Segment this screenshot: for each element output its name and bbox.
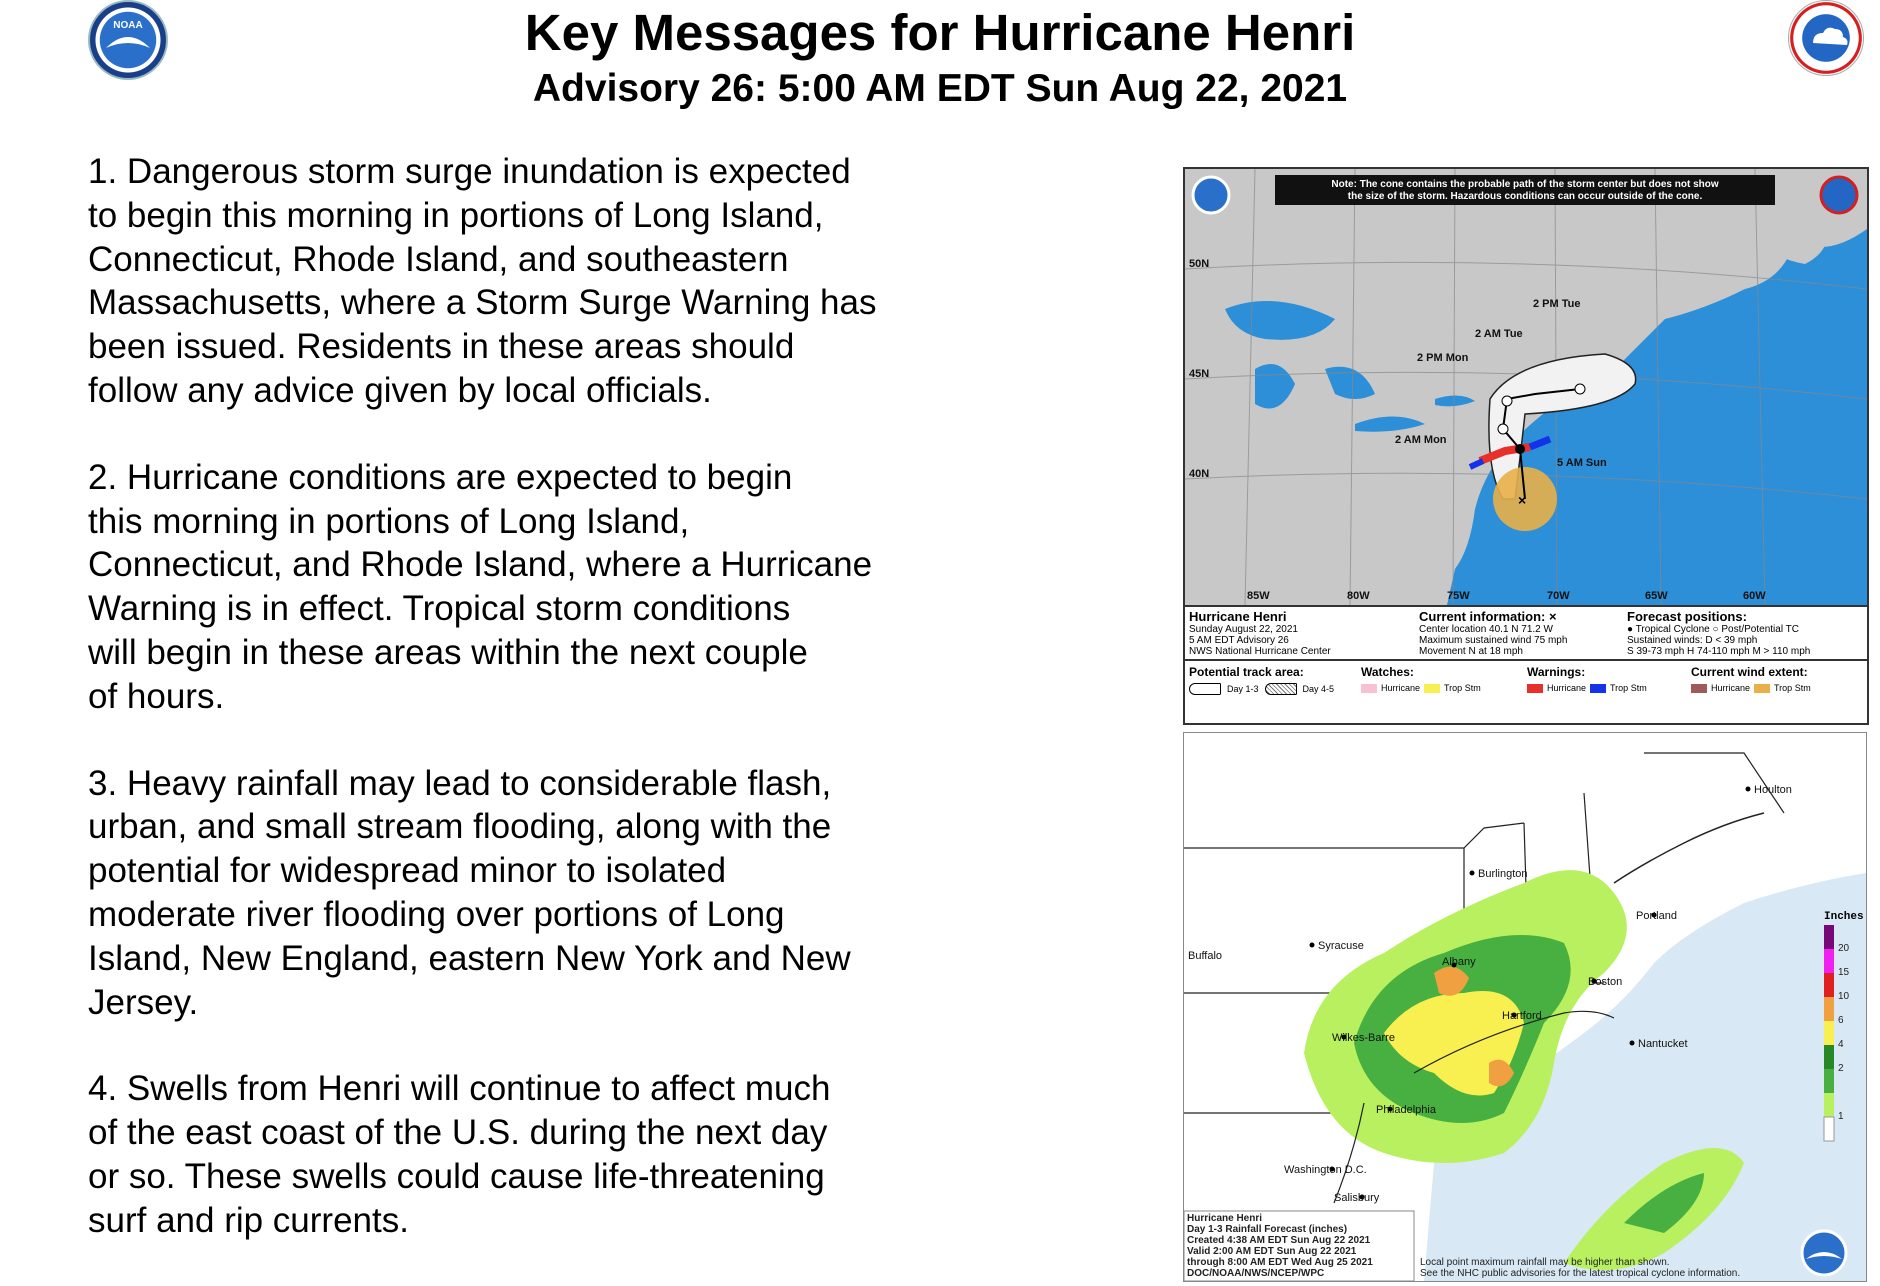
forecast-ranges: S 39-73 mph H 74-110 mph M > 110 mph xyxy=(1627,646,1811,657)
legend-track-area: Potential track area: xyxy=(1189,665,1304,679)
lat-label: 45N xyxy=(1189,368,1210,380)
lon-label: 80W xyxy=(1347,590,1370,602)
storm-info-strip xyxy=(1185,605,1867,659)
rain-info-line: Created 4:38 AM EDT Sun Aug 22 2021 xyxy=(1187,1235,1371,1246)
legend-day13: Day 1-3 xyxy=(1227,684,1259,694)
key-message-1: 1. Dangerous storm surge inundation is expected to begin this morning in portions of Long Island, Connecticut, Rhode Island, and southeastern Massachusetts, where a Storm Surge Warning has been issued. Residents in these areas should follow any advice given by local officials. xyxy=(88,152,877,410)
lon-label: 85W xyxy=(1247,590,1270,602)
key-message-4: 4. Swells from Henri will continue to affect much of the east coast of the U.S. during the next day or so. These swells could cause life-threatening surf and rip currents. xyxy=(88,1069,831,1240)
legend-warnings: Warnings: xyxy=(1527,665,1586,679)
city-wilkes-barre: Wilkes-Barre xyxy=(1332,1032,1395,1044)
cone-note-line1: Note: The cone contains the probable path of the storm center but does not show xyxy=(1331,179,1719,190)
lon-label: 60W xyxy=(1743,590,1766,602)
legend-strip xyxy=(1185,659,1867,725)
forecast-types: ● Tropical Cyclone ○ Post/Potential TC xyxy=(1627,624,1799,635)
scale-value: 6 xyxy=(1838,1015,1844,1026)
scale-title: Inches xyxy=(1824,911,1864,923)
legend-day45: Day 4-5 xyxy=(1302,684,1335,694)
nws-cloud-icon xyxy=(1789,1,1863,75)
city-albany: Albany xyxy=(1442,956,1476,968)
map-nws-logo xyxy=(1821,177,1857,213)
day13-cone-icon xyxy=(1189,683,1221,695)
city-salisbury: Salisbury xyxy=(1334,1192,1380,1204)
scale-value: 15 xyxy=(1838,967,1850,978)
rain-info-line: Valid 2:00 AM EDT Sun Aug 22 2021 xyxy=(1187,1246,1357,1257)
forecast-label: 2 AM Tue xyxy=(1475,328,1523,340)
city-hartford: Hartford xyxy=(1502,1010,1542,1022)
city-boston: Boston xyxy=(1588,976,1623,988)
cone-note-line2: the size of the storm. Hazardous conditions can occur outside of the cone. xyxy=(1347,191,1703,202)
day45-cone-icon xyxy=(1265,683,1297,695)
city-houlton: Houlton xyxy=(1754,784,1792,796)
lon-label: 75W xyxy=(1447,590,1470,602)
storm-advisory: 5 AM EDT Advisory 26 xyxy=(1189,635,1289,646)
forecast-positions-heading: Forecast positions: xyxy=(1627,609,1747,624)
city-syracuse: Syracuse xyxy=(1318,940,1364,952)
city-philadelphia: Philadelphia xyxy=(1376,1104,1436,1116)
rain-info-line: DOC/NOAA/NWS/NCEP/WPC xyxy=(1187,1268,1325,1279)
city-buffalo: Buffalo xyxy=(1188,950,1223,962)
current-movement: Movement N at 18 mph xyxy=(1419,646,1523,657)
forecast-label: 2 AM Mon xyxy=(1395,434,1447,446)
scale-value: 1 xyxy=(1838,1111,1844,1122)
forecast-winds: Sustained winds: D < 39 mph xyxy=(1627,635,1758,646)
hurricane-warning-swatch xyxy=(1527,684,1543,693)
svg-text:×: × xyxy=(1518,492,1527,508)
ts-warning-swatch xyxy=(1590,684,1606,693)
storm-name: Hurricane Henri xyxy=(1189,609,1287,624)
lon-label: 65W xyxy=(1645,590,1668,602)
current-wind: Maximum sustained wind 75 mph xyxy=(1419,635,1568,646)
rain-scale-bar xyxy=(1824,925,1834,1141)
ts-wind-swatch xyxy=(1754,684,1770,693)
nws-logo xyxy=(1788,0,1864,76)
legend-hurricane-watch: Hurricane xyxy=(1381,683,1421,693)
forecast-label: 2 PM Mon xyxy=(1417,352,1469,364)
map-noaa-logo xyxy=(1193,177,1229,213)
rain-disclaimer: See the NHC public advisories for the latest tropical cyclone information. xyxy=(1420,1268,1741,1279)
hurricane-wind-swatch xyxy=(1691,684,1707,693)
lat-label: 40N xyxy=(1189,468,1210,480)
svg-text:NOAA: NOAA xyxy=(113,20,143,31)
legend-hurricane-wind: Hurricane xyxy=(1711,683,1751,693)
city-washington: Washington D.C. xyxy=(1284,1164,1367,1176)
city-burlington: Burlington xyxy=(1478,868,1528,880)
forecast-label: 2 PM Tue xyxy=(1533,298,1581,310)
lon-label: 70W xyxy=(1547,590,1570,602)
legend-hurricane-warning: Hurricane xyxy=(1547,683,1587,693)
scale-value: 4 xyxy=(1838,1039,1844,1050)
rain-disclaimer: Local point maximum rainfall may be higher than shown. xyxy=(1420,1257,1670,1268)
key-messages xyxy=(88,150,968,1286)
page-title: Key Messages for Hurricane Henri xyxy=(524,4,1356,61)
storm-center: NWS National Hurricane Center xyxy=(1189,646,1331,657)
rainfall-map-graphic xyxy=(1184,733,1866,1281)
legend-ts-warning: Trop Stm xyxy=(1610,683,1647,693)
current-info-heading: Current information: × xyxy=(1419,609,1557,624)
ts-watch-swatch xyxy=(1424,684,1440,693)
page-subtitle: Advisory 26: 5:00 AM EDT Sun Aug 22, 2021 xyxy=(532,67,1348,110)
rain-info-line: Hurricane Henri xyxy=(1187,1213,1263,1224)
legend-ts-wind: Trop Stm xyxy=(1774,683,1811,693)
city-portland: Portland xyxy=(1636,910,1677,922)
legend-wind-extent: Current wind extent: xyxy=(1691,665,1808,679)
legend-watches: Watches: xyxy=(1361,665,1414,679)
storm-date: Sunday August 22, 2021 xyxy=(1189,624,1298,635)
legend-ts-watch: Trop Stm xyxy=(1444,683,1481,693)
track-map-graphic xyxy=(1185,169,1867,605)
key-message-2: 2. Hurricane conditions are expected to begin this morning in portions of Long Island, Connecticut, and Rhode Island, where a Hurricane Warning is in effect. Tropical storm conditions will begin in these areas within the next couple of hours. xyxy=(88,457,873,716)
forecast-label: 5 AM Sun xyxy=(1557,457,1607,469)
track-cone-map xyxy=(1183,167,1869,725)
scale-value: 10 xyxy=(1838,991,1850,1002)
key-message-3: 3. Heavy rainfall may lead to considerable flash, urban, and small stream flooding, along with the potential for widespread minor to isolated moderate river flooding over portions of Long Island, New England, eastern New York and New Jersey. xyxy=(88,763,851,1022)
current-location: Center location 40.1 N 71.2 W xyxy=(1419,624,1553,635)
city-nantucket: Nantucket xyxy=(1638,1038,1688,1050)
rain-info-line: Day 1-3 Rainfall Forecast (inches) xyxy=(1187,1224,1348,1235)
hurricane-watch-swatch xyxy=(1361,684,1377,693)
scale-value: 20 xyxy=(1838,943,1850,954)
rainfall-map xyxy=(1183,732,1867,1282)
lat-label: 50N xyxy=(1189,258,1210,270)
rain-info-line: through 8:00 AM EDT Wed Aug 25 2021 xyxy=(1187,1257,1373,1268)
scale-value: 2 xyxy=(1838,1063,1844,1074)
